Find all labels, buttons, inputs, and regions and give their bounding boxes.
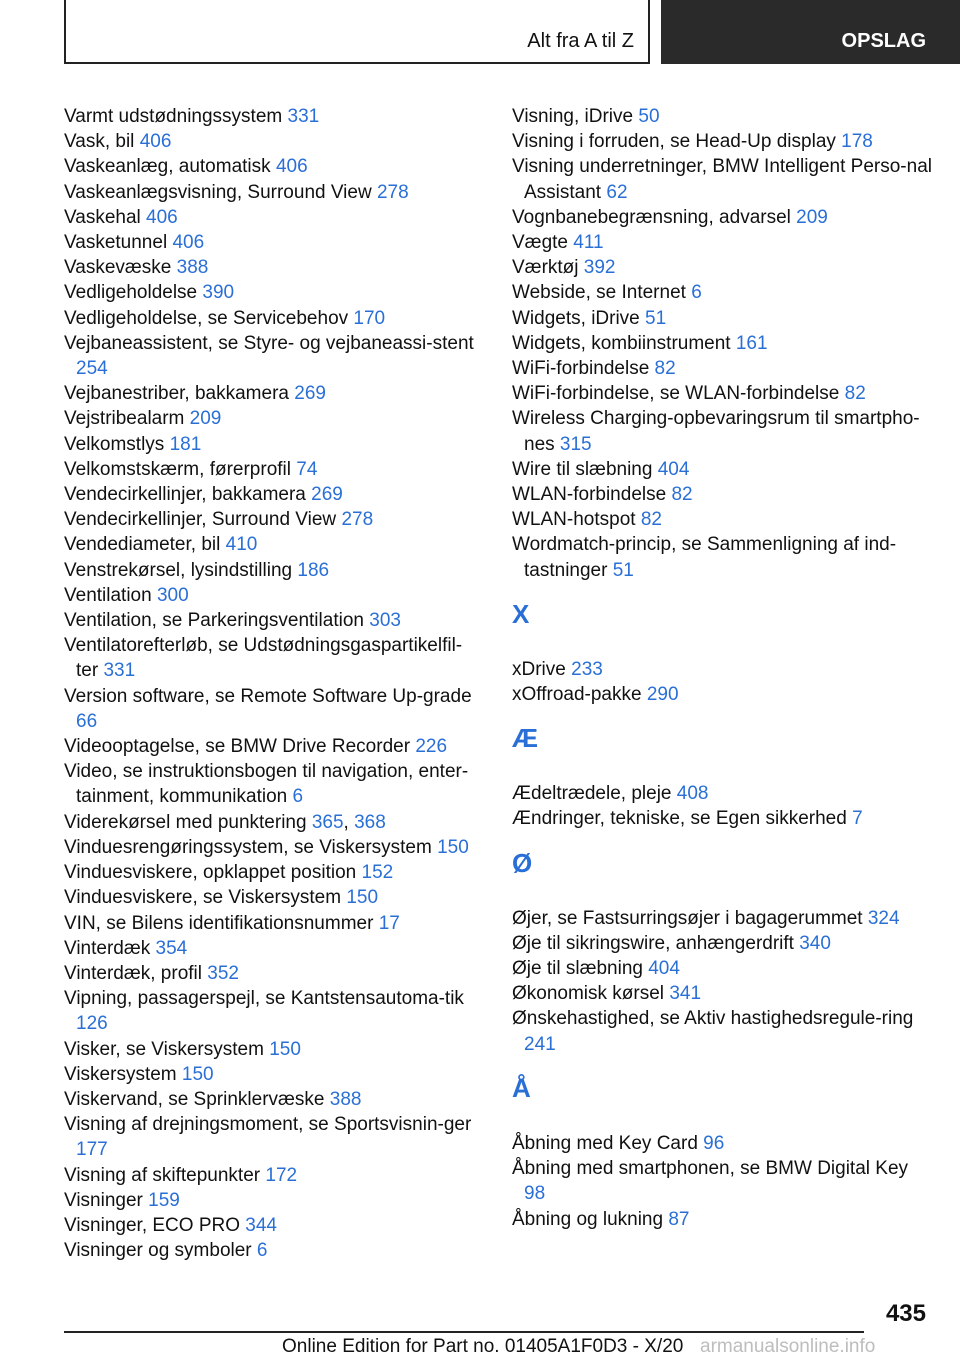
index-entry [512, 981, 932, 1006]
index-letter-heading: Æ [512, 723, 538, 754]
index-entry-text: Vaskeanlæg, automatisk [64, 156, 271, 178]
index-entry [64, 633, 484, 683]
page-link[interactable]: 178 [841, 131, 873, 153]
index-entry-text: Øje til sikringswire, anhængerdrift [512, 932, 794, 954]
index-entry [64, 911, 484, 936]
page-link[interactable]: 96 [703, 1132, 725, 1154]
index-entry-text: Ventilatorefterløb, se Udstødningsgaspartikelfil-ter [64, 635, 463, 682]
index-entry-text: Visninger [64, 1189, 143, 1211]
index-entry [64, 1163, 484, 1188]
index-entry [64, 432, 484, 457]
index-entry [64, 860, 484, 885]
page-link[interactable]: 392 [583, 257, 616, 279]
index-entry-text: Værktøj [512, 257, 579, 279]
index-entry [512, 1006, 932, 1056]
page-link[interactable]: 290 [646, 684, 679, 706]
index-entry: Viderekørsel med punktering 365, 368 [64, 811, 386, 833]
page-link[interactable]: 181 [169, 433, 202, 455]
index-entry [512, 1131, 932, 1156]
index-entry-text: Velkomstlys [64, 433, 165, 455]
page-link[interactable]: 354 [155, 937, 188, 959]
index-entry-text: Widgets, kombiinstrument [512, 332, 731, 354]
index-entry-text: Vinduesviskere, se Viskersystem [64, 887, 342, 909]
page-link[interactable]: 172 [265, 1164, 298, 1186]
index-entry-text: Vinterdæk [64, 937, 151, 959]
page-link[interactable]: 406 [275, 156, 308, 178]
index-entry [64, 381, 484, 406]
index-entry-text: Venstrekørsel, lysindstilling [64, 559, 293, 581]
page-link[interactable]: 368 [354, 811, 386, 833]
index-entry [64, 835, 484, 860]
index-entry [64, 986, 484, 1036]
index-entry [512, 482, 932, 507]
index-letter-heading: X [512, 598, 530, 629]
index-entry-text: Åbning med smartphonen, se BMW Digital Key [512, 1158, 909, 1180]
index-entry [64, 104, 484, 129]
page-link[interactable]: 6 [292, 786, 304, 808]
index-entry-text: Viskersystem [64, 1063, 177, 1085]
index-entry [64, 608, 484, 633]
index-entry [64, 558, 484, 583]
index-column-left [64, 104, 484, 1263]
footer-watermark: armanualsonline.info [700, 1336, 876, 1357]
index-entry-text: Wireless Charging-opbevaringsrum til smartpho-nes [512, 408, 920, 455]
page-link[interactable]: 406 [146, 206, 178, 228]
page-link[interactable]: 82 [844, 383, 866, 405]
index-letter-heading: Ø [512, 847, 533, 878]
page-link[interactable]: 62 [606, 181, 628, 203]
page-link[interactable]: 406 [139, 131, 172, 153]
page-link[interactable]: 150 [346, 887, 379, 909]
index-entry [512, 906, 932, 931]
index-entry [512, 104, 932, 129]
index-entry-text: WLAN-forbindelse [512, 484, 667, 506]
index-entry [64, 936, 484, 961]
index-entry [512, 205, 932, 230]
index-entry [512, 1156, 932, 1206]
index-entry [64, 331, 484, 381]
index-entry [512, 532, 932, 582]
page-link[interactable]: 152 [361, 862, 394, 884]
index-entry-text: Vendecirkellinjer, Surround View [64, 509, 337, 531]
page-link[interactable]: 331 [287, 106, 320, 127]
index-entry-text: Vendediameter, bil [64, 534, 221, 556]
index-entry-text: Wire til slæbning [512, 458, 653, 480]
index-entry-text: Vipning, passagerspejl, se Kantstensautoma-tik [64, 988, 464, 1010]
page-link[interactable]: 241 [524, 1033, 556, 1055]
index-entry-text: Visninger, ECO PRO [64, 1214, 241, 1236]
index-entry-text: Visning, iDrive [512, 106, 634, 127]
page-link[interactable]: 324 [867, 907, 900, 929]
page-link[interactable]: 269 [311, 484, 343, 506]
page-link[interactable]: 126 [76, 1013, 108, 1035]
index-entry [64, 759, 484, 809]
index-entry-text: Varmt udstødningssystem [64, 106, 283, 127]
page-number: 435 [885, 1300, 926, 1327]
page-link[interactable]: 150 [269, 1038, 301, 1060]
index-entry [512, 657, 932, 682]
page-link[interactable]: 209 [189, 408, 222, 430]
index-entry-text: Video, se instruktionsbogen til navigation, enter-tainment, kommunikation [64, 761, 469, 808]
index-entry [64, 1188, 484, 1213]
index-entry [64, 180, 484, 205]
index-entry-text: Vedligeholdelse, se Servicebehov [64, 307, 349, 329]
page-link[interactable]: 278 [341, 509, 374, 531]
index-entry-text: Vaskehal [64, 206, 141, 228]
page-link[interactable]: 186 [297, 559, 330, 581]
index-entry-text: Vedligeholdelse [64, 282, 198, 304]
page-link[interactable]: 98 [524, 1183, 546, 1205]
index-entry-text: Vaskeanlægsvisning, Surround View [64, 181, 372, 203]
index-entry-text: Ædeltrædele, pleje [512, 783, 672, 805]
index-entry-text: Vinduesrengøringssystem, se Viskersystem [64, 836, 432, 858]
index-entry-text: Webside, se Internet [512, 282, 686, 304]
index-entry-text: Økonomisk kørsel [512, 983, 665, 1005]
page-link[interactable]: 209 [796, 206, 828, 228]
index-entry [512, 306, 932, 331]
index-entry [512, 154, 932, 204]
index-entry-text: Visning i forruden, se Head-Up display [512, 131, 836, 153]
index-entry-text: Ændringer, tekniske, se Egen sikkerhed [512, 808, 847, 830]
index-entry [64, 255, 484, 280]
page-link[interactable]: 341 [669, 983, 702, 1005]
index-entry [64, 507, 484, 532]
index-entry [64, 129, 484, 154]
index-entry [64, 1062, 484, 1087]
index-entry-text: xDrive [512, 658, 566, 680]
index-entry [64, 280, 484, 305]
page-link[interactable]: 411 [573, 232, 604, 254]
page-link[interactable]: 82 [654, 358, 676, 380]
index-entry-text: Widgets, iDrive [512, 307, 640, 329]
index-entry [512, 931, 932, 956]
index-entry [512, 806, 932, 831]
page-link[interactable]: 82 [640, 509, 662, 531]
index-entry [64, 406, 484, 431]
page-link[interactable]: 7 [852, 808, 863, 830]
page-link[interactable]: 404 [657, 458, 690, 480]
index-entry-text: Vinduesviskere, opklappet position [64, 862, 357, 884]
page-link[interactable]: 74 [296, 458, 318, 480]
index-entry [64, 532, 484, 557]
page-link[interactable]: 254 [76, 358, 108, 380]
page-link[interactable]: 404 [648, 958, 680, 980]
index-entry [64, 457, 484, 482]
index-entry [512, 406, 932, 456]
index-entry-text: Ventilation, se Parkeringsventilation [64, 610, 364, 632]
index-entry-text: Version software, se Remote Software Up-grade [64, 685, 472, 707]
index-entry [64, 230, 484, 255]
page-link[interactable]: 408 [676, 783, 709, 805]
page-link[interactable]: 300 [156, 584, 189, 606]
page-link[interactable]: 159 [148, 1189, 180, 1211]
index-entry-text: Vejbanestriber, bakkamera [64, 383, 289, 405]
index-entry-text: Visker, se Viskersystem [64, 1038, 264, 1060]
page-link[interactable]: 51 [612, 559, 634, 581]
page-link[interactable]: 365 [311, 811, 344, 833]
index-entry-text: Øje til slæbning [512, 958, 643, 980]
index-entry [64, 583, 484, 608]
page-link[interactable]: 233 [571, 658, 603, 680]
index-entry-text: Vejstribealarm [64, 408, 185, 430]
page-link[interactable]: 87 [668, 1208, 690, 1230]
index-entry [512, 129, 932, 154]
index-entry-text: Åbning med Key Card [512, 1132, 698, 1154]
index-entry-text: VIN, se Bilens identifikationsnummer [64, 912, 374, 934]
page-link[interactable]: 410 [225, 534, 258, 556]
index-column-right [512, 104, 932, 1232]
index-entry-text: Viderekørsel med punktering [64, 811, 307, 833]
index-entry [64, 734, 484, 759]
index-entry [64, 1112, 484, 1162]
index-entry-text: WLAN-hotspot [512, 509, 636, 531]
index-entry-text: Visning af drejningsmoment, se Sportsvisnin-ger [64, 1114, 472, 1136]
index-entry-text: Viskervand, se Sprinklervæske [64, 1088, 325, 1110]
index-entry [512, 507, 932, 532]
index-entry [64, 482, 484, 507]
page-link[interactable]: 344 [245, 1214, 277, 1236]
page-link[interactable]: 352 [207, 962, 239, 984]
page-link[interactable]: 315 [559, 433, 592, 455]
index-entry-text: Vognbanebegrænsning, advarsel [512, 206, 791, 228]
index-entry-text: WiFi-forbindelse, se WLAN-forbindelse [512, 383, 840, 405]
index-entry [512, 781, 932, 806]
page-link[interactable]: 6 [256, 1240, 268, 1262]
index-entry-text: Ventilation [64, 584, 152, 606]
index-entry [512, 230, 932, 255]
index-entry-text: Vaskevæske [64, 257, 172, 279]
index-entry [64, 1037, 484, 1062]
header-section-box [64, 0, 650, 64]
section-title: Alt fra A til Z [527, 30, 634, 52]
page-link[interactable]: 388 [176, 257, 209, 279]
index-entry [64, 1087, 484, 1112]
index-entry [512, 381, 932, 406]
page-link[interactable]: 278 [376, 181, 409, 203]
page-link[interactable]: 17 [378, 912, 400, 934]
page-link[interactable]: 331 [103, 660, 136, 682]
index-entry [512, 356, 932, 381]
page-link[interactable]: 269 [294, 383, 326, 405]
index-entry [64, 154, 484, 179]
index-entry-text: Vendecirkellinjer, bakkamera [64, 484, 306, 506]
index-entry [512, 255, 932, 280]
index-entry-text: Visning af skiftepunkter [64, 1164, 261, 1186]
page-link[interactable]: 390 [202, 282, 235, 304]
index-entry-text: Wordmatch-princip, se Sammenligning af ind-tastninger [512, 534, 897, 581]
page-link[interactable]: 150 [181, 1063, 214, 1085]
index-entry [64, 885, 484, 910]
index-entry [64, 205, 484, 230]
index-entry [64, 684, 484, 734]
index-entry-text: Ønskehastighed, se Aktiv hastighedsregule-ring [512, 1008, 914, 1030]
page-link[interactable]: 150 [437, 836, 469, 858]
page-link[interactable]: 170 [353, 307, 386, 329]
index-entry [512, 682, 932, 707]
page-link[interactable]: 388 [329, 1088, 362, 1110]
index-entry-text: Vægte [512, 232, 568, 254]
page-link[interactable]: 50 [638, 106, 660, 127]
page-link[interactable]: 303 [369, 610, 401, 632]
index-entry-text: xOffroad-pakke [512, 684, 642, 706]
index-entry-text: Vinterdæk, profil [64, 962, 202, 984]
index-entry-text: Videooptagelse, se BMW Drive Recorder [64, 736, 411, 758]
index-entry [512, 1207, 932, 1232]
index-entry-text: Øjer, se Fastsurringsøjer i bagagerummet [512, 907, 863, 929]
chapter-title: OPSLAG [841, 30, 926, 52]
footer-edition-text: Online Edition for Part no. 01405A1F0D3 - X/20 [282, 1336, 684, 1357]
page-link[interactable]: 406 [172, 232, 205, 254]
page-link[interactable]: 66 [76, 710, 98, 732]
page-link[interactable]: 6 [691, 282, 702, 304]
index-entry [512, 956, 932, 981]
index-entry [512, 457, 932, 482]
page-link[interactable]: 340 [799, 932, 831, 954]
page-link[interactable]: 226 [415, 736, 448, 758]
index-entry [512, 331, 932, 356]
footer-divider [64, 1331, 864, 1333]
index-letter-heading: Å [512, 1072, 531, 1103]
index-entry-text: Visninger og symboler [64, 1240, 252, 1262]
page-link[interactable]: 82 [671, 484, 693, 506]
index-entry-text: Vejbaneassistent, se Styre- og vejbaneassi-stent [64, 332, 474, 354]
page-link[interactable]: 177 [76, 1139, 108, 1161]
page-link[interactable]: 51 [645, 307, 667, 329]
index-entry [512, 280, 932, 305]
index-entry [64, 1213, 484, 1238]
header-chapter-tab[interactable] [661, 0, 960, 64]
index-entry-text: Vask, bil [64, 131, 135, 153]
index-entry [64, 306, 484, 331]
index-entry [64, 1238, 484, 1263]
page-link[interactable]: 161 [735, 332, 768, 354]
index-entry [64, 961, 484, 986]
index-entry-text: Visning underretninger, BMW Intelligent Perso-nal Assistant [512, 156, 932, 203]
index-entry-text: Vasketunnel [64, 232, 168, 254]
index-entry-text: WiFi-forbindelse [512, 358, 650, 380]
index-entry-text: Velkomstskærm, førerprofil [64, 458, 291, 480]
index-entry-text: Åbning og lukning [512, 1208, 664, 1230]
